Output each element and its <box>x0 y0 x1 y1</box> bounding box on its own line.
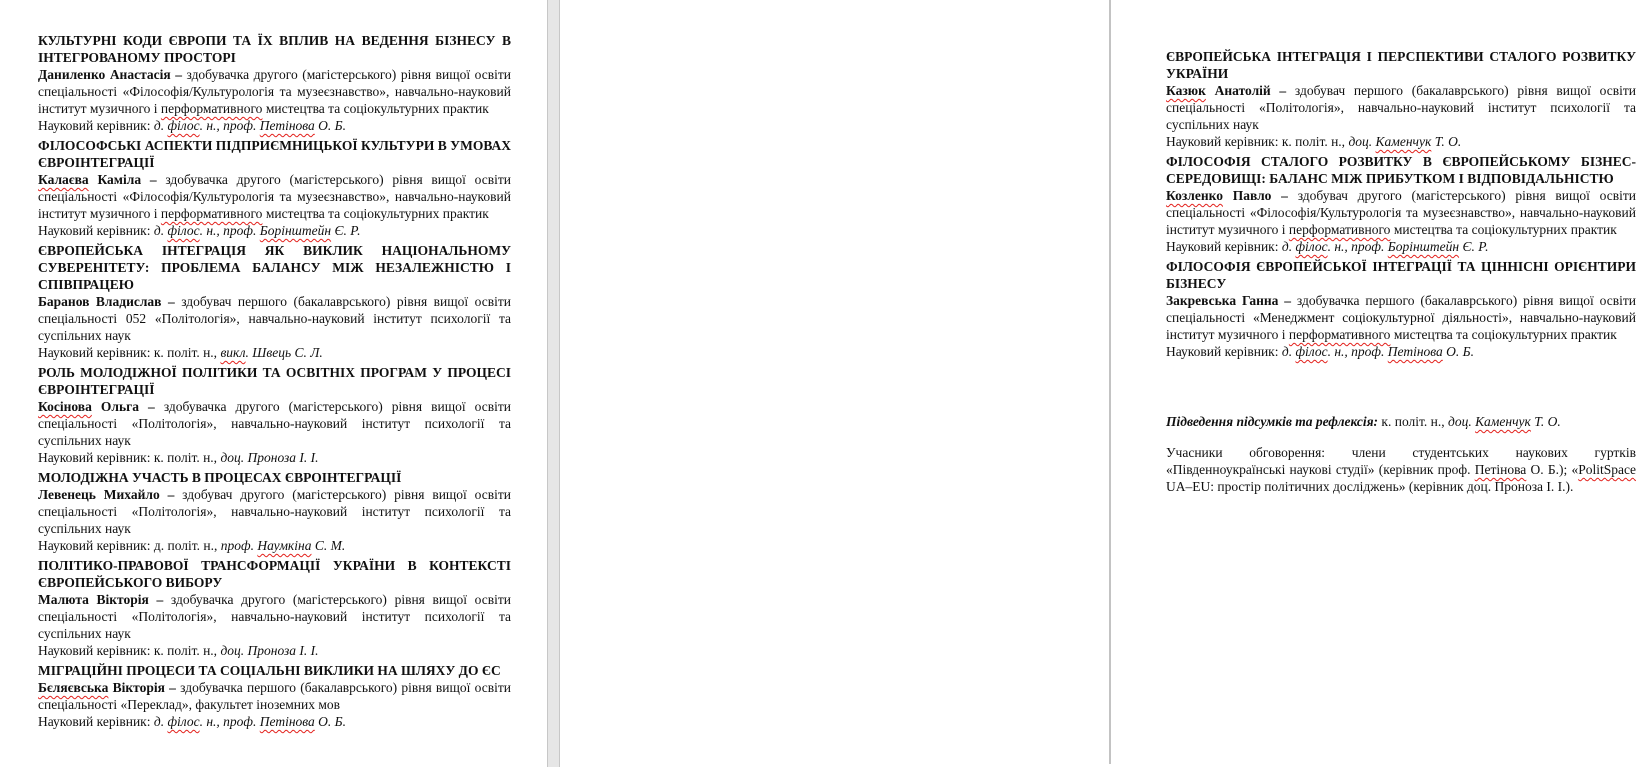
presenter-details: здобувачка першого (бакалаврського) рівня вищої освіти спеціальності «Менеджмент соціокультурної діяльності», навчально-науковий інститут музичного і перформативного мистецтва та соціокультурних практик <box>1166 293 1636 342</box>
presentation-title: ФІЛОСОФІЯ ЄВРОПЕЙСЬКОЇ ІНТЕГРАЦІЇ ТА ЦІННІСНІ ОРІЄНТИРИ БІЗНЕСУ <box>1166 259 1636 291</box>
supervisor-label: Науковий керівник: к. політ. н., <box>38 345 221 360</box>
program-entry <box>38 557 511 659</box>
presenter-details: здобувачка першого (бакалаврського) рівня вищої освіти спеціальності «Переклад», факультет іноземних мов <box>38 680 511 712</box>
misspelling-underline: Борінштейн <box>1387 239 1460 254</box>
misspelling-underline: Петінова <box>1474 462 1527 477</box>
presenter-description <box>38 591 511 642</box>
misspelling-underline: Казюк <box>1166 83 1206 98</box>
presenter-details: здобувач другого (магістерського) рівня вищої освіти спеціальності «Філософія/Культурологія та музеєзнавство», навчально-науковий інститут музичного і перформативного мистецтва та соціокультурних практик <box>1166 188 1636 237</box>
presenter-description <box>38 398 511 449</box>
presenter-details: здобувачка другого (магістерського) рівня вищої освіти спеціальності «Філософія/Культурологія та музеєзнавство», навчально-науковий інститут музичного і перформативного мистецтва та соціокультурних практик <box>38 67 511 116</box>
supervisor-label: Науковий керівник: к. політ. н., <box>38 450 221 465</box>
presentation-title: ЄВРОПЕЙСЬКА ІНТЕГРАЦІЯ І ПЕРСПЕКТИВИ СТАЛОГО РОЗВИТКУ УКРАЇНИ <box>1166 49 1636 81</box>
presenter-description <box>1166 82 1636 133</box>
supervisor-line <box>38 222 511 239</box>
program-entry <box>38 32 511 134</box>
presenter-details: здобувачка другого (магістерського) рівня вищої освіти спеціальності «Політологія», навчально-науковий інститут психології та суспільних наук <box>38 399 511 448</box>
presentation-title: ЄВРОПЕЙСЬКА ІНТЕГРАЦІЯ ЯК ВИКЛИК НАЦІОНАЛЬНОМУ СУВЕРЕНІТЕТУ: ПРОБЛЕМА БАЛАНСУ МІЖ НЕЗАЛЕЖНІСТЮ І СПІВПРАЦЕЮ <box>38 243 511 292</box>
page-right-edge-line <box>1109 0 1111 764</box>
presentation-title: ФІЛОСОФІЯ СТАЛОГО РОЗВИТКУ В ЄВРОПЕЙСЬКОМУ БІЗНЕС-СЕРЕДОВИЩІ: БАЛАНС МІЖ ПРИБУТКОМ І ВІДПОВІДАЛЬНІСТЮ <box>1166 154 1636 186</box>
presenter-name: Козленко Павло – <box>1166 188 1288 203</box>
supervisor-line <box>38 642 511 659</box>
misspelling-underline: Бєляєвська <box>38 680 109 695</box>
presenter-details: здобувач другого (магістерського) рівня вищої освіти спеціальності «Політологія», навчально-науковий інститут психології та суспільних наук <box>38 487 511 536</box>
supervisor-label: Науковий керівник: <box>38 714 154 729</box>
presenter-name: Левенець Михайло – <box>38 487 175 502</box>
misspelling-underline: філос <box>1295 239 1328 254</box>
program-entry <box>38 364 511 466</box>
supervisor-line <box>38 344 511 361</box>
presentation-title: КУЛЬТУРНІ КОДИ ЄВРОПИ ТА ЇХ ВПЛИВ НА ВЕДЕННЯ БІЗНЕСУ В ІНТЕГРОВАНОМУ ПРОСТОРІ <box>38 33 511 65</box>
supervisor-label: Науковий керівник: к. політ. н., <box>38 643 221 658</box>
program-entry <box>1166 48 1636 150</box>
page-right-entries <box>1166 48 1636 360</box>
supervisor-label: Науковий керівник: д. політ. н., <box>38 538 221 553</box>
misspelling-underline: філос <box>167 223 200 238</box>
supervisor-name: д. філос. н., проф. Петінова О. Б. <box>153 118 347 133</box>
misspelling-underline: Каменчук <box>1375 134 1432 149</box>
misspelling-underline: перформативного <box>1288 327 1391 342</box>
misspelling-underline: Косінова <box>38 399 92 414</box>
supervisor-name: проф. Наумкіна С. М. <box>220 538 346 553</box>
presentation-title: ФІЛОСОФСЬКІ АСПЕКТИ ПІДПРИЄМНИЦЬКОЇ КУЛЬТУРИ В УМОВАХ ЄВРОІНТЕГРАЦІЇ <box>38 138 511 170</box>
presentation-title: РОЛЬ МОЛОДІЖНОЇ ПОЛІТИКИ ТА ОСВІТНІХ ПРОГРАМ У ПРОЦЕСІ ЄВРОІНТЕГРАЦІЇ <box>38 365 511 397</box>
presenter-name: Косінова Ольга – <box>38 399 155 414</box>
supervisor-line <box>1166 133 1636 150</box>
supervisor-line <box>38 713 511 730</box>
presenter-description <box>38 486 511 537</box>
misspelling-underline: PolitSpace <box>1578 462 1636 477</box>
misspelling-underline: філос <box>167 714 200 729</box>
presenter-description <box>38 66 511 117</box>
supervisor-line <box>1166 238 1636 255</box>
supervisor-label: Науковий керівник: к. політ. н., <box>1166 134 1349 149</box>
misspelling-underline: Калаєва <box>38 172 89 187</box>
misspelling-underline: перформативного <box>160 206 263 221</box>
misspelling-underline: перформативного <box>1288 222 1391 237</box>
supervisor-line <box>38 449 511 466</box>
program-entry <box>38 242 511 361</box>
presenter-name: Баранов Владислав – <box>38 294 175 309</box>
program-entry <box>38 662 511 730</box>
supervisor-name: доц. Проноза І. І. <box>220 643 319 658</box>
presenter-details: здобувач першого (бакалаврського) рівня вищої освіти спеціальності «Політологія», навчально-науковий інститут психології та суспільних наук <box>1166 83 1636 132</box>
presenter-description <box>38 293 511 344</box>
misspelling-underline: Борінштейн <box>259 223 332 238</box>
presenter-description <box>38 171 511 222</box>
misspelling-underline: філос <box>1295 344 1328 359</box>
program-entry <box>38 137 511 239</box>
presenter-details: здобувачка другого (магістерського) рівня вищої освіти спеціальності «Філософія/Культурологія та музеєзнавство», навчально-науковий інститут музичного і перформативного мистецтва та соціокультурних практик <box>38 172 511 221</box>
summary-line <box>1166 413 1636 430</box>
misspelling-underline: Козленко <box>1166 188 1223 203</box>
presenter-name: Малюта Вікторія – <box>38 592 164 607</box>
program-entry <box>1166 153 1636 255</box>
summary-person: доц. Каменчук Т. О. <box>1448 414 1561 429</box>
summary-lead: Підведення підсумків та рефлексія: <box>1166 414 1379 429</box>
presenter-name: Бєляєвська Вікторія – <box>38 680 176 695</box>
summary-degree: к. політ. н., <box>1378 414 1448 429</box>
misspelling-underline: Петінова <box>1387 344 1443 359</box>
presenter-name: Закревська Ганна – <box>1166 293 1292 308</box>
supervisor-label: Науковий керівник: <box>1166 239 1282 254</box>
supervisor-line <box>1166 343 1636 360</box>
page-left-text-column <box>38 32 511 733</box>
supervisor-name: д. філос. н., проф. Борінштейн Є. Р. <box>1281 239 1489 254</box>
supervisor-label: Науковий керівник: <box>38 223 154 238</box>
presenter-description <box>38 679 511 713</box>
supervisor-name: д. філос. н., проф. Петінова О. Б. <box>153 714 347 729</box>
page-gap-divider <box>547 0 560 767</box>
supervisor-label: Науковий керівник: <box>38 118 154 133</box>
page-right-text-column <box>1166 48 1636 495</box>
misspelling-underline: Петінова <box>259 714 315 729</box>
supervisor-line <box>38 537 511 554</box>
misspelling-underline: філос <box>167 118 200 133</box>
supervisor-name: д. філос. н., проф. Петінова О. Б. <box>1281 344 1475 359</box>
page-left[interactable] <box>0 0 547 767</box>
page-right[interactable] <box>560 0 1636 767</box>
supervisor-name: д. філос. н., проф. Борінштейн Є. Р. <box>153 223 361 238</box>
supervisor-name: викл. Швець С. Л. <box>220 345 323 360</box>
program-entry <box>38 469 511 554</box>
misspelling-underline: Петінова <box>259 118 315 133</box>
presentation-title: МОЛОДІЖНА УЧАСТЬ В ПРОЦЕСАХ ЄВРОІНТЕГРАЦІЇ <box>38 470 402 485</box>
presenter-description <box>1166 292 1636 343</box>
supervisor-name: доц. Каменчук Т. О. <box>1348 134 1462 149</box>
misspelling-underline: Каменчук <box>1475 414 1531 429</box>
misspelling-underline: викл <box>220 345 246 360</box>
presenter-description <box>1166 187 1636 238</box>
supervisor-label: Науковий керівник: <box>1166 344 1282 359</box>
supervisor-line <box>38 117 511 134</box>
presenter-details: здобувачка другого (магістерського) рівня вищої освіти спеціальності «Політологія», навчально-науковий інститут психології та суспільних наук <box>38 592 511 641</box>
presenter-details: здобувач першого (бакалаврського) рівня вищої освіти спеціальності 052 «Політологія», навчально-науковий інститут психології та суспільних наук <box>38 294 511 343</box>
participants-paragraph: Учасники обговорення: члени студентських наукових гуртків «Південноукраїнські наукові студії» (керівник проф. Петінова О. Б.); «PolitSpace UA–EU: простір політичних досліджень» (керівник доц. Проноза І. І.). <box>1166 445 1636 494</box>
misspelling-underline: Наумкіна <box>257 538 312 553</box>
presenter-name: Даниленко Анастасія – <box>38 67 182 82</box>
presenter-name: Казюк Анатолій – <box>1166 83 1287 98</box>
presenter-name: Калаєва Каміла – <box>38 172 157 187</box>
program-entry <box>1166 258 1636 360</box>
presentation-title: ПОЛІТИКО-ПРАВОВОЇ ТРАНСФОРМАЦІЇ УКРАЇНИ В КОНТЕКСТІ ЄВРОПЕЙСЬКОГО ВИБОРУ <box>38 558 511 590</box>
supervisor-name: доц. Проноза І. І. <box>220 450 319 465</box>
presentation-title: МІГРАЦІЙНІ ПРОЦЕСИ ТА СОЦІАЛЬНІ ВИКЛИКИ НА ШЛЯХУ ДО ЄС <box>38 663 501 678</box>
misspelling-underline: перформативного <box>160 101 263 116</box>
